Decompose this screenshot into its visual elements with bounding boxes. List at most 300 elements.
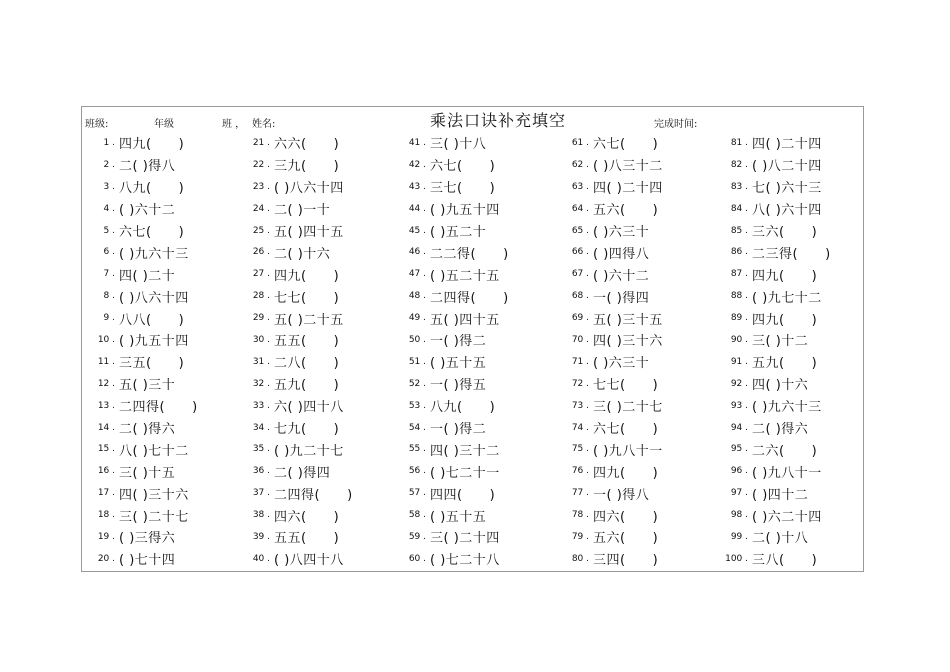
problem-expression[interactable]: ( )六十二 (593, 268, 650, 284)
problem-expression[interactable]: 八( )七十二 (119, 443, 189, 459)
problem-expression[interactable]: 一( )得八 (593, 487, 650, 503)
problem-row (393, 548, 551, 570)
problem-expression[interactable]: 四( )三十六 (119, 487, 189, 503)
problem-expression[interactable]: 二( )得八 (119, 159, 176, 175)
problem-expression[interactable]: ( )九六十三 (752, 400, 822, 416)
problem-number: 77 . (571, 488, 589, 499)
problem-expression[interactable]: 五五( ) (274, 334, 340, 350)
problem-row (715, 285, 873, 307)
problem-expression[interactable]: 一( )得二 (430, 422, 487, 438)
problem-number: 15 . (97, 444, 115, 455)
problem-number: 96 . (730, 466, 748, 477)
problem-number: 65 . (571, 225, 589, 236)
problem-row (715, 526, 873, 548)
problem-number: 2 . (103, 159, 115, 170)
problem-number: 20 . (97, 553, 115, 564)
problem-expression[interactable]: 五六( ) (593, 531, 659, 547)
problem-expression[interactable]: ( )九七十二 (752, 290, 822, 306)
problem-row (393, 154, 551, 176)
problem-number: 82 . (730, 159, 748, 170)
problem-expression[interactable]: 六七( ) (593, 422, 659, 438)
problem-expression[interactable]: ( )五二十 (430, 225, 487, 240)
problem-number: 21 . (252, 137, 270, 148)
problem-column-5 (715, 132, 873, 570)
problem-number: 41 . (408, 137, 426, 148)
problem-number: 61 . (571, 137, 589, 148)
ban-label: 班 ， (222, 119, 246, 130)
problem-row (82, 373, 240, 395)
problem-column-2 (237, 132, 395, 570)
problem-expression[interactable]: ( )八六十四 (274, 181, 344, 197)
problem-expression[interactable]: 三九( ) (274, 159, 340, 175)
problem-number: 54 . (408, 422, 426, 433)
name-label: 姓名: (252, 119, 276, 130)
problem-number: 26 . (252, 247, 270, 258)
problem-number: 87 . (730, 269, 748, 280)
problem-expression[interactable]: 八九( ) (119, 181, 185, 197)
problem-number: 28 . (252, 291, 270, 302)
problem-number: 47 . (408, 269, 426, 280)
problem-expression[interactable]: 三七( ) (430, 181, 496, 197)
problem-column-1 (82, 132, 240, 570)
problem-expression[interactable]: ( )九六十三 (119, 246, 189, 262)
problem-number: 63 . (571, 181, 589, 192)
problem-expression[interactable]: 四( )十六 (752, 378, 809, 394)
problem-expression[interactable]: 二四得( ) (119, 400, 198, 416)
problem-expression[interactable]: ( )六三十 (593, 225, 650, 240)
problem-expression[interactable]: ( )九二十七 (274, 443, 344, 459)
problem-row (393, 504, 551, 526)
problem-row (82, 198, 240, 220)
problem-expression[interactable]: 三( )二十七 (119, 509, 189, 525)
problem-number: 76 . (571, 466, 589, 477)
problem-expression[interactable]: 五( )二十五 (274, 312, 344, 328)
problem-number: 48 . (408, 291, 426, 302)
problem-number: 24 . (252, 203, 270, 214)
problem-number: 5 . (103, 225, 115, 236)
problem-number: 75 . (571, 444, 589, 455)
problem-row (393, 132, 551, 154)
problem-row (715, 154, 873, 176)
problem-row (82, 154, 240, 176)
problem-number: 11 . (97, 356, 115, 367)
worksheet (81, 106, 864, 572)
problem-row (393, 176, 551, 198)
problem-number: 13 . (97, 400, 115, 411)
problem-row (82, 241, 240, 263)
problem-expression[interactable]: 一( )得五 (430, 378, 487, 394)
problem-expression[interactable]: 七九( ) (274, 422, 340, 438)
problem-row (82, 395, 240, 417)
problem-row (715, 417, 873, 439)
problem-number: 32 . (252, 378, 270, 389)
problem-expression[interactable]: ( )六十二 (119, 203, 176, 219)
problem-expression[interactable]: 三八( ) (752, 553, 818, 569)
problem-number: 1 . (103, 137, 115, 148)
problem-expression[interactable]: 七七( ) (593, 378, 659, 394)
problem-number: 100 . (725, 553, 748, 564)
problem-row (393, 220, 551, 242)
problem-number: 67 . (571, 269, 589, 280)
problem-number: 94 . (730, 422, 748, 433)
problem-row (393, 198, 551, 220)
problem-expression[interactable]: 六七( ) (430, 159, 496, 175)
problem-number: 42 . (408, 159, 426, 170)
problem-expression[interactable]: ( )九五十四 (119, 334, 189, 350)
problem-row (715, 460, 873, 482)
problem-row (556, 329, 714, 351)
problem-expression[interactable]: 四( )二十 (119, 268, 176, 284)
problem-column-3 (393, 132, 551, 570)
problem-row (556, 526, 714, 548)
problem-row (237, 438, 395, 460)
problem-row (82, 263, 240, 285)
problem-number: 90 . (730, 334, 748, 345)
problem-row (393, 351, 551, 373)
problem-expression[interactable]: 三四( ) (593, 553, 659, 569)
problem-number: 64 . (571, 203, 589, 214)
problem-row (715, 176, 873, 198)
problem-expression[interactable]: 四九( ) (119, 137, 185, 153)
problem-row (393, 395, 551, 417)
problem-expression[interactable]: 四九( ) (274, 268, 340, 284)
problem-expression[interactable]: ( )九八十一 (593, 443, 663, 459)
problem-number: 57 . (408, 488, 426, 499)
problem-row (556, 263, 714, 285)
problem-number: 71 . (571, 356, 589, 367)
problem-expression[interactable]: 二( )得六 (752, 422, 809, 438)
problem-expression[interactable]: 六六( ) (274, 137, 340, 153)
class-label: 班级: (85, 119, 109, 130)
problem-number: 31 . (252, 356, 270, 367)
problem-row (237, 460, 395, 482)
problem-row (82, 504, 240, 526)
problem-expression[interactable]: 一( )得二 (430, 334, 487, 350)
problem-row (715, 220, 873, 242)
problem-row (556, 395, 714, 417)
problem-expression[interactable]: ( )八四十八 (274, 553, 344, 569)
problem-expression[interactable]: 五六( ) (593, 203, 659, 219)
problem-expression[interactable]: 六( )四十八 (274, 400, 344, 416)
problem-number: 34 . (252, 422, 270, 433)
problem-expression[interactable]: 二四得( ) (274, 487, 353, 503)
problem-expression[interactable]: 八八( ) (119, 312, 185, 328)
problem-row (237, 417, 395, 439)
problem-expression[interactable]: ( )六二十四 (752, 509, 822, 525)
grade-label: 年级 (154, 119, 174, 130)
problem-number: 51 . (408, 356, 426, 367)
problem-expression[interactable]: 四六( ) (274, 509, 340, 525)
problem-row (237, 329, 395, 351)
problem-row (82, 460, 240, 482)
problem-row (237, 263, 395, 285)
problem-row (82, 417, 240, 439)
problem-number: 97 . (730, 488, 748, 499)
problem-number: 60 . (408, 553, 426, 564)
problem-row (82, 285, 240, 307)
problem-expression[interactable]: ( )七二十一 (430, 465, 500, 481)
problem-row (82, 307, 240, 329)
page-title: 乘法口诀补充填空 (430, 111, 567, 130)
problem-row (393, 307, 551, 329)
problem-row (393, 373, 551, 395)
problem-number: 98 . (730, 510, 748, 521)
problem-expression[interactable]: 二( )得四 (274, 465, 331, 481)
problem-expression[interactable]: 四九( ) (593, 465, 659, 481)
problem-row (82, 351, 240, 373)
problem-number: 89 . (730, 313, 748, 324)
problem-row (556, 548, 714, 570)
problem-row (393, 438, 551, 460)
problem-row (82, 220, 240, 242)
problem-row (82, 132, 240, 154)
problem-number: 59 . (408, 531, 426, 542)
problem-number: 37 . (252, 488, 270, 499)
problem-expression[interactable]: ( )五二十五 (430, 268, 500, 284)
problem-row (393, 482, 551, 504)
problem-expression[interactable]: 五( )四十五 (430, 312, 500, 328)
problem-number: 86 . (730, 247, 748, 258)
problem-row (715, 307, 873, 329)
problem-number: 16 . (97, 466, 115, 477)
problem-number: 9 . (103, 313, 115, 324)
problem-number: 79 . (571, 531, 589, 542)
problem-number: 45 . (408, 225, 426, 236)
problem-row (715, 548, 873, 570)
problem-expression[interactable]: 四( )三十六 (593, 334, 663, 350)
problem-row (715, 198, 873, 220)
problem-row (556, 504, 714, 526)
problem-expression[interactable]: 七七( ) (274, 290, 340, 306)
problem-number: 22 . (252, 159, 270, 170)
problem-expression[interactable]: ( )五十五 (430, 356, 487, 372)
problem-number: 10 . (97, 334, 115, 345)
problem-row (393, 285, 551, 307)
problem-row (556, 351, 714, 373)
problem-expression[interactable]: 三( )十五 (119, 465, 176, 481)
problem-number: 74 . (571, 422, 589, 433)
problem-number: 14 . (97, 422, 115, 433)
problem-row (82, 482, 240, 504)
problem-expression[interactable]: 八九( ) (430, 400, 496, 416)
problem-expression[interactable]: ( )五十五 (430, 509, 487, 525)
problem-expression[interactable]: 七( )六十三 (752, 181, 822, 197)
problem-row (237, 307, 395, 329)
problem-number: 50 . (408, 334, 426, 345)
problem-number: 56 . (408, 466, 426, 477)
problem-row (237, 351, 395, 373)
problem-row (237, 285, 395, 307)
problem-expression[interactable]: 六七( ) (593, 137, 659, 153)
problem-number: 66 . (571, 247, 589, 258)
problem-expression[interactable]: 五( )三十 (119, 378, 176, 394)
problem-number: 4 . (103, 203, 115, 214)
problem-expression[interactable]: 六七( ) (119, 225, 185, 240)
problem-expression[interactable]: 二八( ) (274, 356, 340, 372)
problem-row (393, 460, 551, 482)
problem-expression[interactable]: ( )四十二 (752, 487, 809, 503)
problem-column-4 (556, 132, 714, 570)
problem-row (715, 373, 873, 395)
problem-expression[interactable]: 三六( ) (752, 225, 818, 240)
problem-number: 83 . (730, 181, 748, 192)
problem-expression[interactable]: 二六( ) (752, 443, 818, 459)
problem-row (393, 263, 551, 285)
problem-expression[interactable]: 二二得( ) (430, 246, 509, 262)
problem-expression[interactable]: 四( )二十四 (593, 181, 663, 197)
problem-expression[interactable]: 三( )二十七 (593, 400, 663, 416)
problem-number: 12 . (97, 378, 115, 389)
problem-number: 46 . (408, 247, 426, 258)
problem-number: 25 . (252, 225, 270, 236)
problem-number: 40 . (252, 553, 270, 564)
problem-number: 80 . (571, 553, 589, 564)
problem-number: 19 . (97, 531, 115, 542)
problem-row (82, 329, 240, 351)
problem-number: 99 . (730, 531, 748, 542)
problem-number: 3 . (103, 181, 115, 192)
problem-expression[interactable]: ( )七二十八 (430, 553, 500, 569)
problem-expression[interactable]: 二四得( ) (430, 290, 509, 306)
problem-row (556, 373, 714, 395)
problem-expression[interactable]: 三( )十二 (752, 334, 809, 350)
problem-row (715, 504, 873, 526)
problem-expression[interactable]: 四四( ) (430, 487, 496, 503)
problem-expression[interactable]: ( )三得六 (119, 531, 176, 547)
problem-row (556, 220, 714, 242)
problem-expression[interactable]: ( )九八十一 (752, 465, 822, 481)
problem-number: 81 . (730, 137, 748, 148)
problem-row (556, 132, 714, 154)
problem-expression[interactable]: 三( )二十四 (430, 531, 500, 547)
problem-expression[interactable]: 五九( ) (752, 356, 818, 372)
problem-row (715, 395, 873, 417)
problem-number: 36 . (252, 466, 270, 477)
problem-number: 30 . (252, 334, 270, 345)
problem-number: 38 . (252, 510, 270, 521)
problem-expression[interactable]: 二三得( ) (752, 246, 831, 262)
problem-expression[interactable]: ( )七十四 (119, 553, 176, 569)
problem-number: 17 . (97, 488, 115, 499)
problem-row (237, 395, 395, 417)
problem-expression[interactable]: 五( )三十五 (593, 312, 663, 328)
problem-expression[interactable]: 八( )六十四 (752, 203, 822, 219)
problem-row (237, 198, 395, 220)
problem-expression[interactable]: 五九( ) (274, 378, 340, 394)
problem-number: 88 . (730, 291, 748, 302)
problem-number: 23 . (252, 181, 270, 192)
problem-expression[interactable]: 四九( ) (752, 268, 818, 284)
worksheet-header (82, 107, 863, 129)
problem-row (556, 241, 714, 263)
problem-expression[interactable]: ( )四得八 (593, 246, 650, 262)
problem-row (393, 417, 551, 439)
problem-expression[interactable]: 二( )一十 (274, 203, 331, 219)
problem-row (237, 482, 395, 504)
problem-expression[interactable]: 四九( ) (752, 312, 818, 328)
problem-number: 78 . (571, 510, 589, 521)
problem-row (237, 176, 395, 198)
problem-number: 91 . (730, 356, 748, 367)
problem-number: 58 . (408, 510, 426, 521)
problem-row (82, 526, 240, 548)
problem-expression[interactable]: 二( )十六 (274, 246, 331, 262)
problem-row (715, 329, 873, 351)
problem-number: 72 . (571, 378, 589, 389)
problem-expression[interactable]: ( )九五十四 (430, 203, 500, 219)
problem-expression[interactable]: 四六( ) (593, 509, 659, 525)
problem-row (237, 241, 395, 263)
problem-expression[interactable]: 五( )四十五 (274, 225, 344, 240)
problem-expression[interactable]: 五五( ) (274, 531, 340, 547)
problem-row (715, 351, 873, 373)
problem-number: 43 . (408, 181, 426, 192)
problem-number: 44 . (408, 203, 426, 214)
problem-expression[interactable]: 四( )二十四 (752, 137, 822, 153)
problem-number: 93 . (730, 400, 748, 411)
problem-row (556, 460, 714, 482)
problem-number: 55 . (408, 444, 426, 455)
problem-number: 70 . (571, 334, 589, 345)
problem-expression[interactable]: 三五( ) (119, 356, 185, 372)
completion-time-label: 完成时间: (654, 119, 698, 130)
problem-number: 92 . (730, 378, 748, 389)
problem-row (393, 241, 551, 263)
problem-row (237, 526, 395, 548)
problem-expression[interactable]: 四( )三十二 (430, 443, 500, 459)
problem-number: 39 . (252, 531, 270, 542)
problem-row (715, 482, 873, 504)
problem-row (82, 438, 240, 460)
problem-number: 62 . (571, 159, 589, 170)
problem-number: 52 . (408, 378, 426, 389)
problem-row (82, 548, 240, 570)
problem-row (715, 263, 873, 285)
problem-row (237, 132, 395, 154)
problem-row (715, 241, 873, 263)
problem-expression[interactable]: ( )八三十二 (593, 159, 663, 175)
problem-number: 85 . (730, 225, 748, 236)
problem-number: 68 . (571, 291, 589, 302)
problem-row (715, 132, 873, 154)
problem-expression[interactable]: 一( )得四 (593, 290, 650, 306)
problem-row (556, 438, 714, 460)
problem-row (556, 198, 714, 220)
problem-row (556, 154, 714, 176)
problem-number: 35 . (252, 444, 270, 455)
problem-expression[interactable]: ( )八二十四 (752, 159, 822, 175)
problem-number: 29 . (252, 313, 270, 324)
problem-row (556, 176, 714, 198)
problem-row (237, 504, 395, 526)
problem-expression[interactable]: 三( )十八 (430, 137, 487, 153)
problem-row (556, 307, 714, 329)
problem-number: 33 . (252, 400, 270, 411)
problem-expression[interactable]: 二( )十八 (752, 531, 809, 547)
problem-number: 95 . (730, 444, 748, 455)
problem-row (715, 438, 873, 460)
problem-expression[interactable]: ( )八六十四 (119, 290, 189, 306)
problem-row (237, 548, 395, 570)
problem-expression[interactable]: ( )六三十 (593, 356, 650, 372)
problem-row (556, 285, 714, 307)
problem-row (82, 176, 240, 198)
problem-expression[interactable]: 二( )得六 (119, 422, 176, 438)
problem-number: 8 . (103, 291, 115, 302)
problem-number: 6 . (103, 247, 115, 258)
problem-number: 53 . (408, 400, 426, 411)
problem-row (556, 417, 714, 439)
